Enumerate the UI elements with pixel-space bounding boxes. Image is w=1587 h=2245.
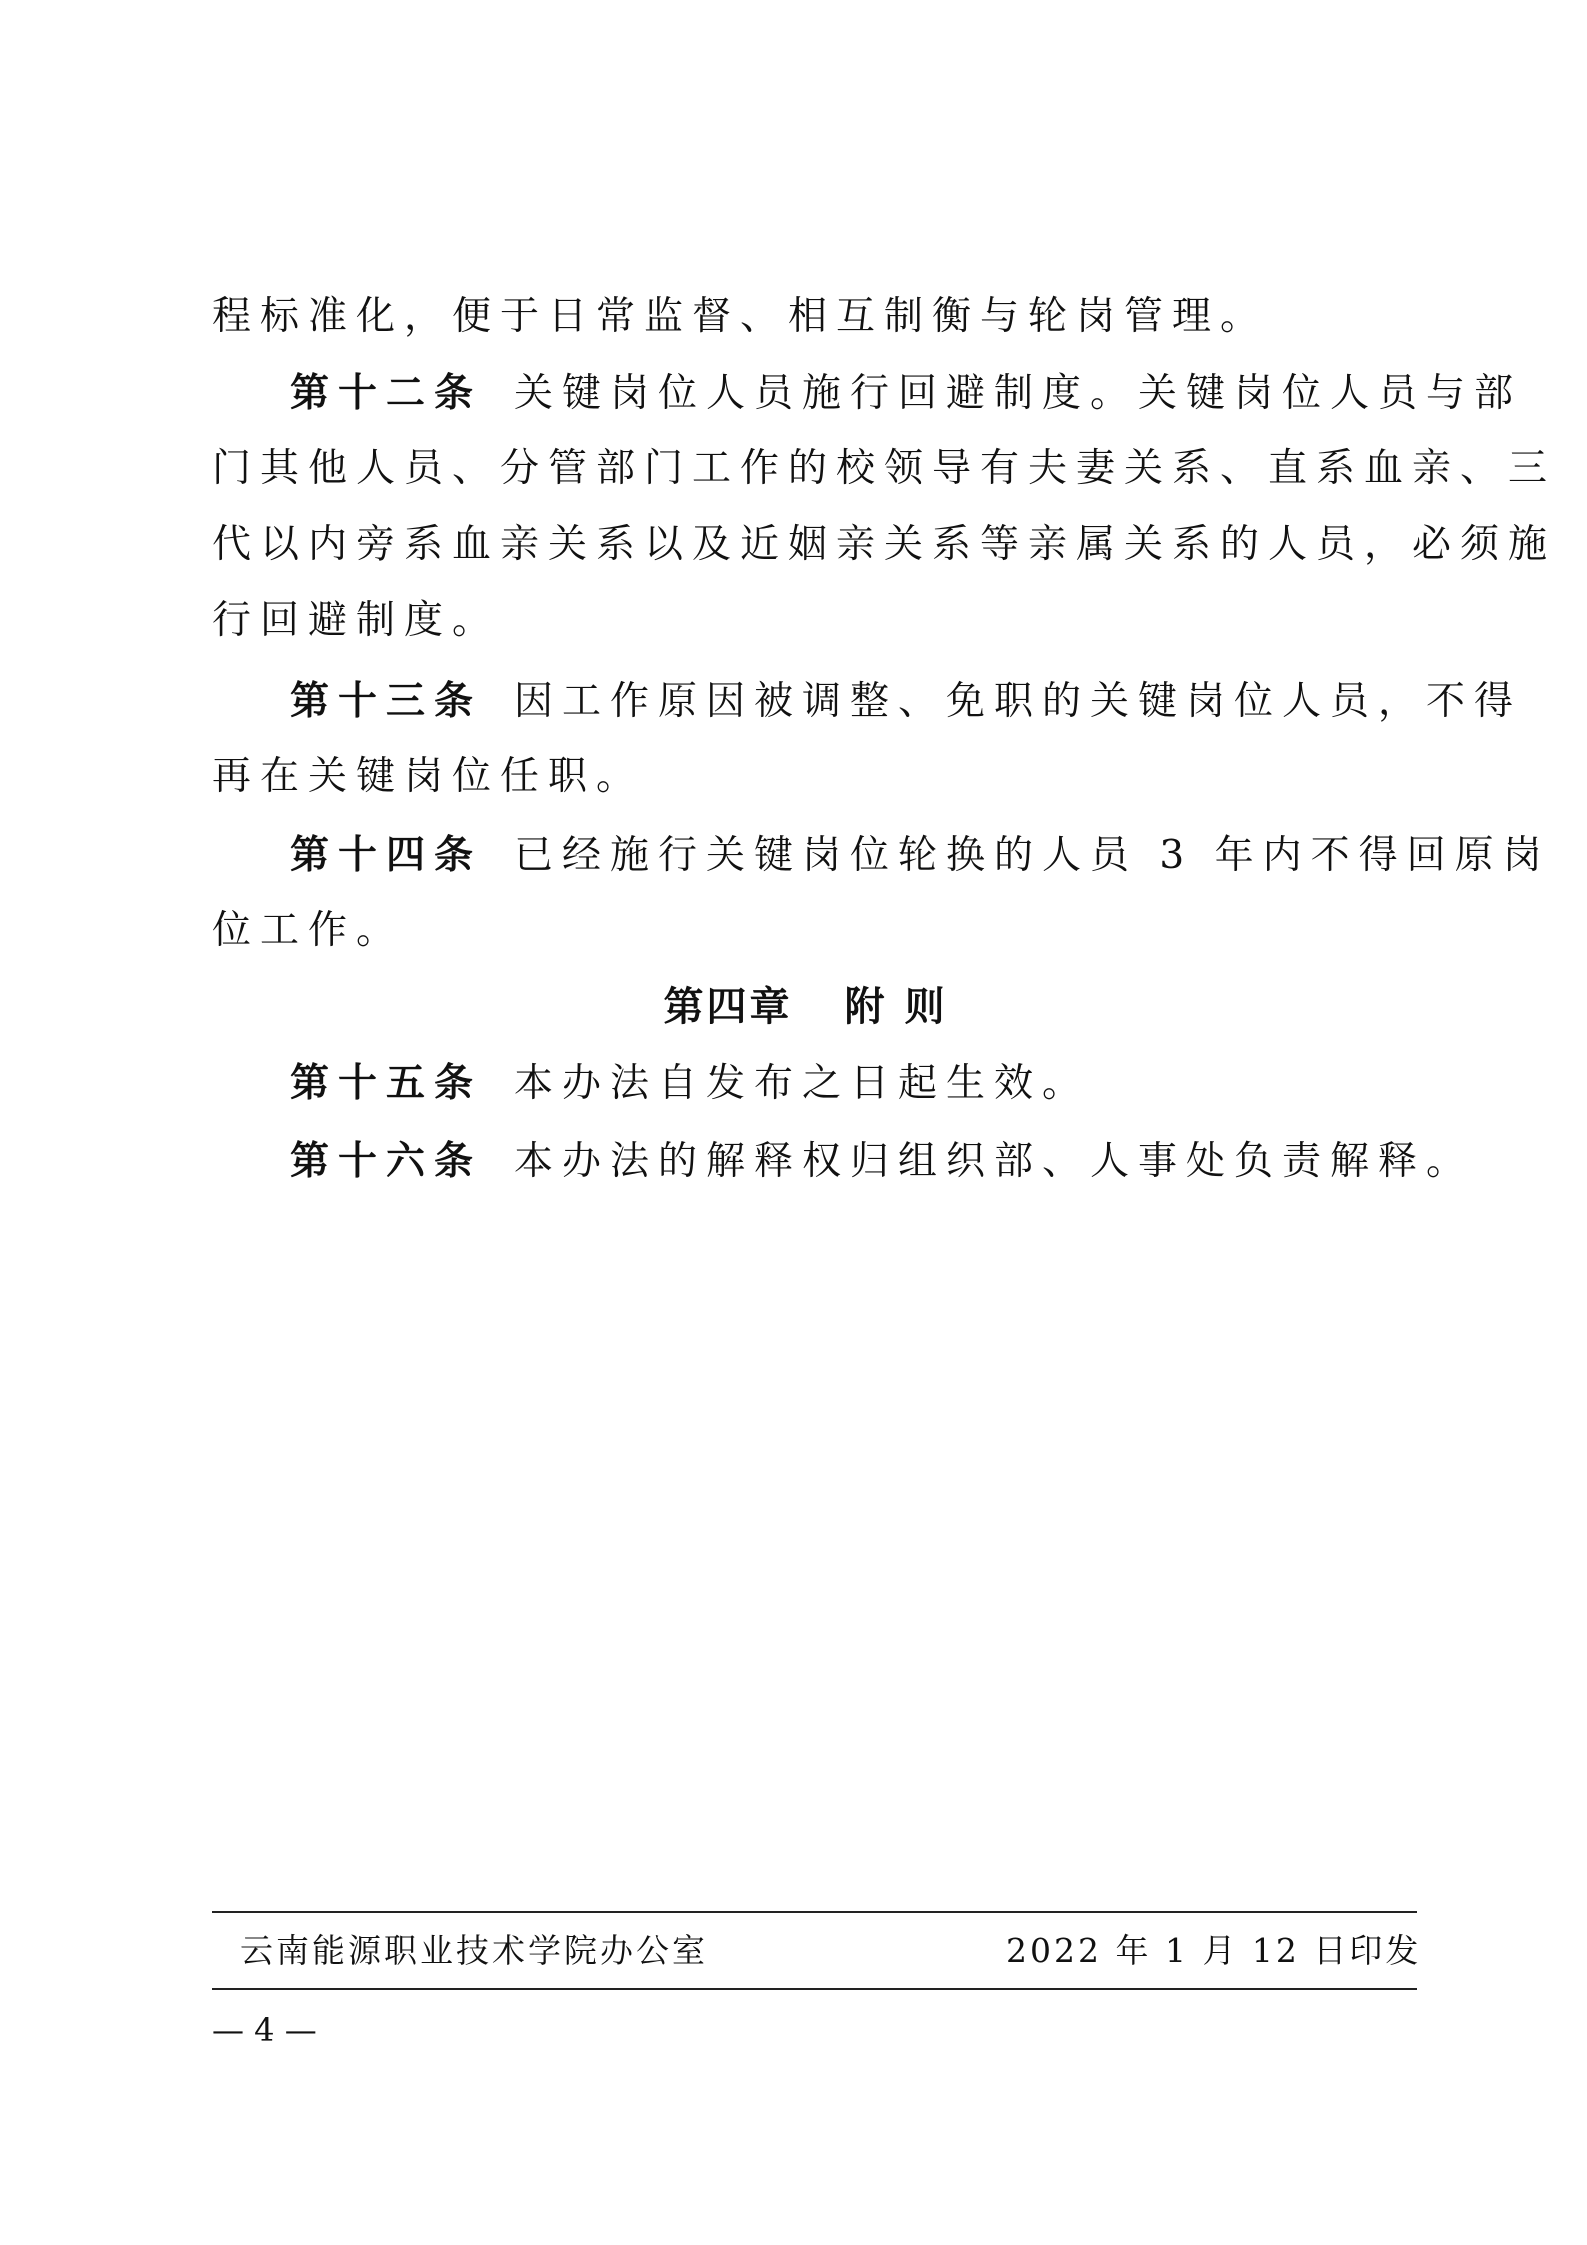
issuer-name: 云南能源职业技术学院办公室 [240,1931,708,1970]
chapter-number: 第四章 [663,983,793,1030]
body-line [212,520,1556,570]
line-text: 门其他人员、分管部门工作的校领导有夫妻关系、直系血亲、三 [212,446,1557,491]
issue-date: 2022 年 1 月 12 日印发 [1006,1931,1422,1970]
line-text: 再在关键岗位任职。 [212,754,645,799]
footer-bottom-rule [212,1988,1417,1990]
body-line [212,906,404,956]
line-text: 程标准化，便于日常监督、相互制衡与轮岗管理。 [212,294,1269,339]
article-number: 第十六条 [290,1138,483,1184]
article-number: 第十二条 [290,370,483,416]
article-13-line [290,676,1522,727]
article-14-line [290,830,1551,881]
line-text: 因工作原因被调整、免职的关键岗位人员，不得 [514,679,1523,724]
article-12-line [290,368,1522,419]
article-number: 第十五条 [290,1060,483,1106]
line-text: 本办法的解释权归组织部、人事处负责解释。 [514,1139,1475,1184]
line-text: 位工作。 [212,908,405,953]
page-number: — 4 — [212,2011,317,2049]
body-line [212,752,644,802]
chapter-title: 附 则 [844,983,948,1030]
article-number: 第十三条 [290,678,483,724]
article-15-line [290,1058,1090,1109]
footer-top-rule [212,1911,1417,1913]
article-16-line [290,1136,1474,1187]
line-text: 关键岗位人员施行回避制度。关键岗位人员与部 [514,371,1523,416]
body-line [212,596,500,646]
body-line [212,444,1556,494]
line-text: 已经施行关键岗位轮换的人员 3 年内不得回原岗 [514,833,1551,878]
line-text: 本办法自发布之日起生效。 [514,1061,1091,1106]
line-text: 代以内旁系血亲关系以及近姻亲关系等亲属关系的人员，必须施 [212,522,1557,567]
chapter-heading [12,982,1587,1032]
body-line [212,292,1268,342]
article-number: 第十四条 [290,832,483,878]
line-text: 行回避制度。 [212,598,501,643]
